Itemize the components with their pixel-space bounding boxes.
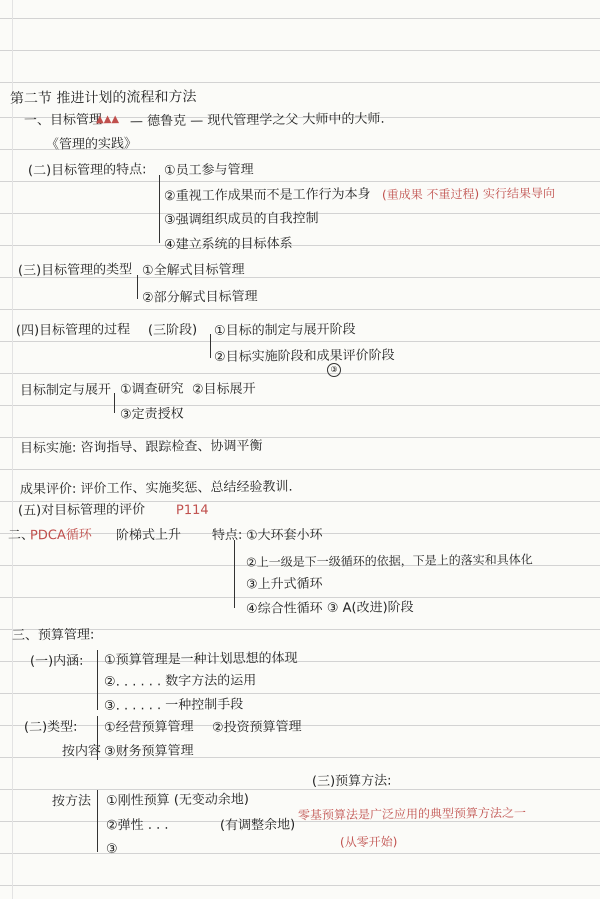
- types-bracket: [137, 275, 138, 299]
- expand-item-2: ②目标展开: [191, 381, 256, 398]
- process-item-1: ①目标的制定与展开阶段: [213, 322, 356, 339]
- margin-line: [12, 0, 13, 899]
- connotation-item-2: ②. . . . . . 数字方法的运用: [103, 673, 257, 690]
- connotation-item-1: ①预算管理是一种计划思想的体现: [103, 650, 298, 669]
- feature-item-2: ②重视工作成果而不是工作行为本身: [163, 186, 371, 205]
- zero-based-note: 零基预算法是广泛应用的典型预算方法之一: [297, 805, 527, 823]
- process-bracket: [210, 334, 211, 358]
- expand-item-1: ①调查研究: [119, 381, 184, 398]
- book-title: 《管理的实践》: [45, 136, 138, 153]
- connotation-item-3: ③. . . . . . 一种控制手段: [103, 697, 244, 714]
- method-item-2-note: (有调整余地): [219, 817, 296, 834]
- chapter-title: 第二节 推进计划的流程和方法: [9, 89, 197, 107]
- process-item-2: ②目标实施阶段和成果评价阶段: [213, 348, 395, 365]
- drucker-subtitle: — 德鲁克 — 现代管理学之父 大师中的大师.: [129, 111, 385, 130]
- method-item-1: ①刚性预算 (无变动余地): [105, 792, 250, 809]
- pdca-features-label: 特点:: [211, 527, 243, 544]
- importance-marks: ▲▲▲: [95, 113, 120, 126]
- budget-type-3: ③财务预算管理: [103, 743, 194, 760]
- by-method-label: 按方法: [51, 793, 92, 810]
- pdca-item-4: ④综合性循环 ③ A(改进)阶段: [245, 600, 414, 617]
- expand-bracket: [114, 393, 115, 413]
- feature-item-3: ③强调组织成员的自我控制: [163, 211, 319, 228]
- features-label: (二)目标管理的特点:: [27, 162, 147, 179]
- connotation-bracket: [97, 650, 98, 710]
- evaluate-line: 成果评价: 评价工作、实施奖惩、总结经验教训.: [19, 479, 293, 498]
- expand-item-3: ③定责授权: [119, 406, 184, 423]
- pdca-item-1: ①大环套小环: [245, 527, 323, 544]
- pdca-item-3: ③上升式循环: [245, 576, 323, 593]
- pdca-suffix: 阶梯式上升: [115, 527, 182, 544]
- section-heading-goal-management: 一、目标管理: [23, 112, 103, 129]
- type-item-2: ②部分解式目标管理: [141, 289, 258, 306]
- implement-line: 目标实施: 咨询指导、跟踪检查、协调平衡: [19, 438, 263, 457]
- budget-types-label: (二)类型:: [23, 719, 78, 736]
- features-bracket: [159, 175, 160, 243]
- feature-item-4: ④建立系统的目标体系: [163, 236, 293, 253]
- connotation-label: (一)内涵:: [29, 653, 84, 670]
- feature-item-1: ①员工参与管理: [163, 162, 254, 179]
- budget-methods-label: (三)预算方法:: [311, 773, 392, 790]
- type-item-1: ①全解式目标管理: [141, 262, 245, 279]
- pdca-bracket: [234, 540, 235, 608]
- budget-type-2: ②投资预算管理: [211, 719, 302, 736]
- method-bracket: [97, 790, 98, 852]
- expand-label: 目标制定与展开: [19, 382, 112, 399]
- budget-heading: 三、预算管理:: [11, 627, 95, 644]
- process-label: (四)目标管理的过程: [15, 322, 131, 339]
- types-label: (三)目标管理的类型: [17, 262, 133, 279]
- method-item-3: ③: [105, 841, 118, 858]
- pdca-prefix: 二、: [7, 527, 35, 544]
- process-stages: (三阶段): [147, 322, 198, 339]
- page-reference: P114: [175, 502, 209, 519]
- by-content-label: 按内容: [61, 743, 102, 760]
- pdca-name: PDCA循环: [29, 527, 92, 544]
- budget-type-1: ①经营预算管理: [103, 719, 194, 736]
- content-bracket: [97, 716, 98, 760]
- method-item-2: ②弹性 . . .: [105, 817, 169, 834]
- evaluation-heading: (五)对目标管理的评价: [17, 502, 146, 519]
- zero-based-note-2: (从零开始): [339, 834, 398, 850]
- features-note: (重成果 不重过程) 实行结果导向: [381, 186, 556, 202]
- pdca-item-2: ②上一级是下一级循环的依据，下是上的落实和具体化: [245, 552, 533, 570]
- circled-three: ③: [327, 363, 341, 377]
